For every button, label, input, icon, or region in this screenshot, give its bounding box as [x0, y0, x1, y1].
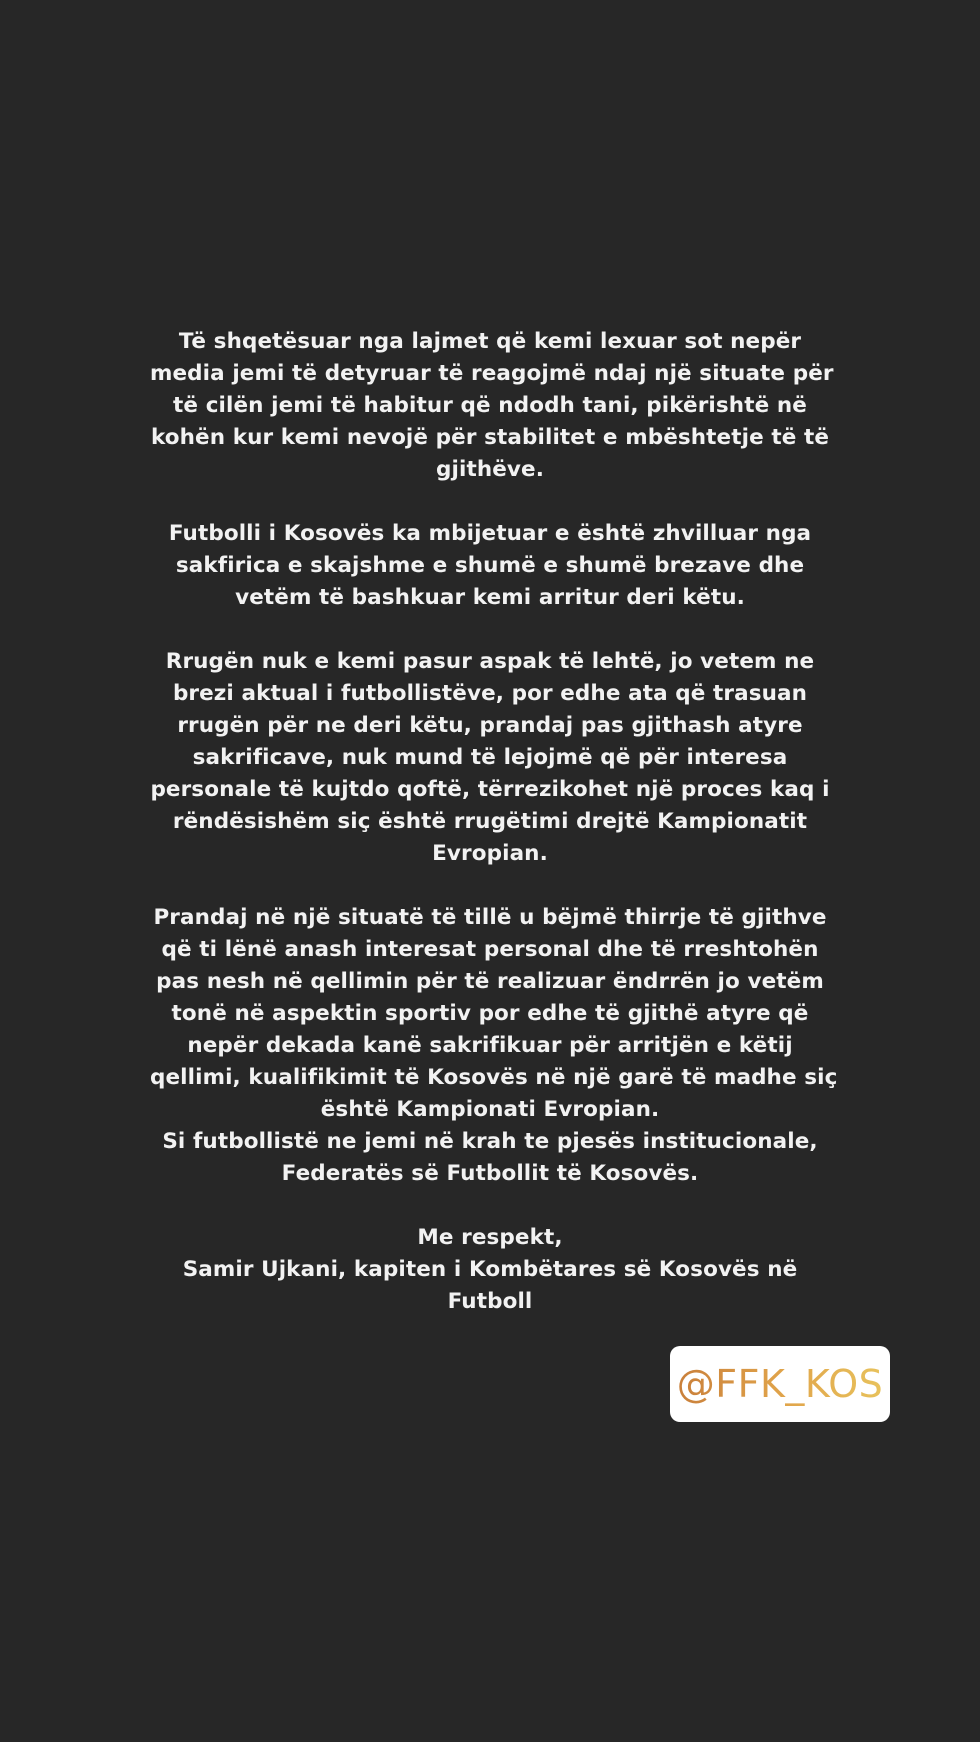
text-line: kohën kur kemi nevojë për stabilitet e mbështetje të të [150, 425, 830, 450]
text-line: Samir Ujkani, kapiten i Kombëtares së Kosovës në [182, 1257, 798, 1282]
signature-block [150, 1222, 830, 1318]
text-line: sakfirica e skajshme e shumë e shumë brezave dhe [175, 553, 805, 578]
paragraph-4 [150, 902, 838, 1190]
text-line: gjithëve. [436, 457, 544, 482]
text-line: brezi aktual i futbollistëve, por edhe ata që trasuan [172, 681, 808, 706]
text-line: që ti lënë anash interesat personal dhe të rreshtohën [161, 937, 819, 962]
text-line: Rrugën nuk e kemi pasur aspak të lehtë, jo vetem ne [165, 649, 815, 674]
paragraph-3 [150, 646, 830, 870]
text-line: tonë në aspektin sportiv por edhe të gjithë atyre që [171, 1001, 809, 1026]
text-line: rëndësishëm siç është rrugëtimi drejtë Kampionatit [172, 809, 808, 834]
mention-label: @FFK_KOS [676, 1362, 884, 1406]
text-line: të cilën jemi të habitur që ndodh tani, pikërishtë në [173, 393, 807, 418]
paragraph-1 [150, 326, 834, 486]
text-line: Evropian. [432, 841, 548, 866]
text-line: pas nesh në qellimin për të realizuar ëndrrën jo vetëm [156, 969, 824, 994]
statement-text [150, 326, 838, 1350]
text-line: Prandaj në një situatë të tillë u bëjmë thirrje të gjithve [153, 905, 827, 930]
text-line: Të shqetësuar nga lajmet që kemi lexuar sot nepër [178, 329, 802, 354]
text-line: rrugën për ne deri këtu, prandaj pas gjithash atyre [177, 713, 803, 738]
text-line: Si futbollistë ne jemi në krah te pjesës institucionale, [162, 1129, 818, 1154]
text-line: vetëm të bashkuar kemi arritur deri këtu. [235, 585, 745, 610]
text-line: është Kampionati Evropian. [320, 1097, 660, 1122]
text-line: personale të kujtdo qoftë, tërrezikohet një proces kaq i [150, 777, 830, 802]
text-line: Futboll [447, 1289, 533, 1314]
text-line: sakrificave, nuk mund të lejojmë që për interesa [192, 745, 788, 770]
text-line: qellimi, kualifikimit të Kosovës në një garë të madhe siç [150, 1065, 838, 1090]
text-line: Federatës së Futbollit të Kosovës. [281, 1161, 699, 1186]
paragraph-2 [150, 518, 830, 614]
text-line: Futbolli i Kosovës ka mbijetuar e është zhvilluar nga [168, 521, 812, 546]
text-line: nepër dekada kanë sakrifikuar për arritjën e këtij [187, 1033, 793, 1058]
text-line: Me respekt, [417, 1225, 563, 1250]
mention-sticker[interactable] [670, 1346, 890, 1422]
text-line: media jemi të detyruar të reagojmë ndaj një situate për [150, 361, 834, 386]
